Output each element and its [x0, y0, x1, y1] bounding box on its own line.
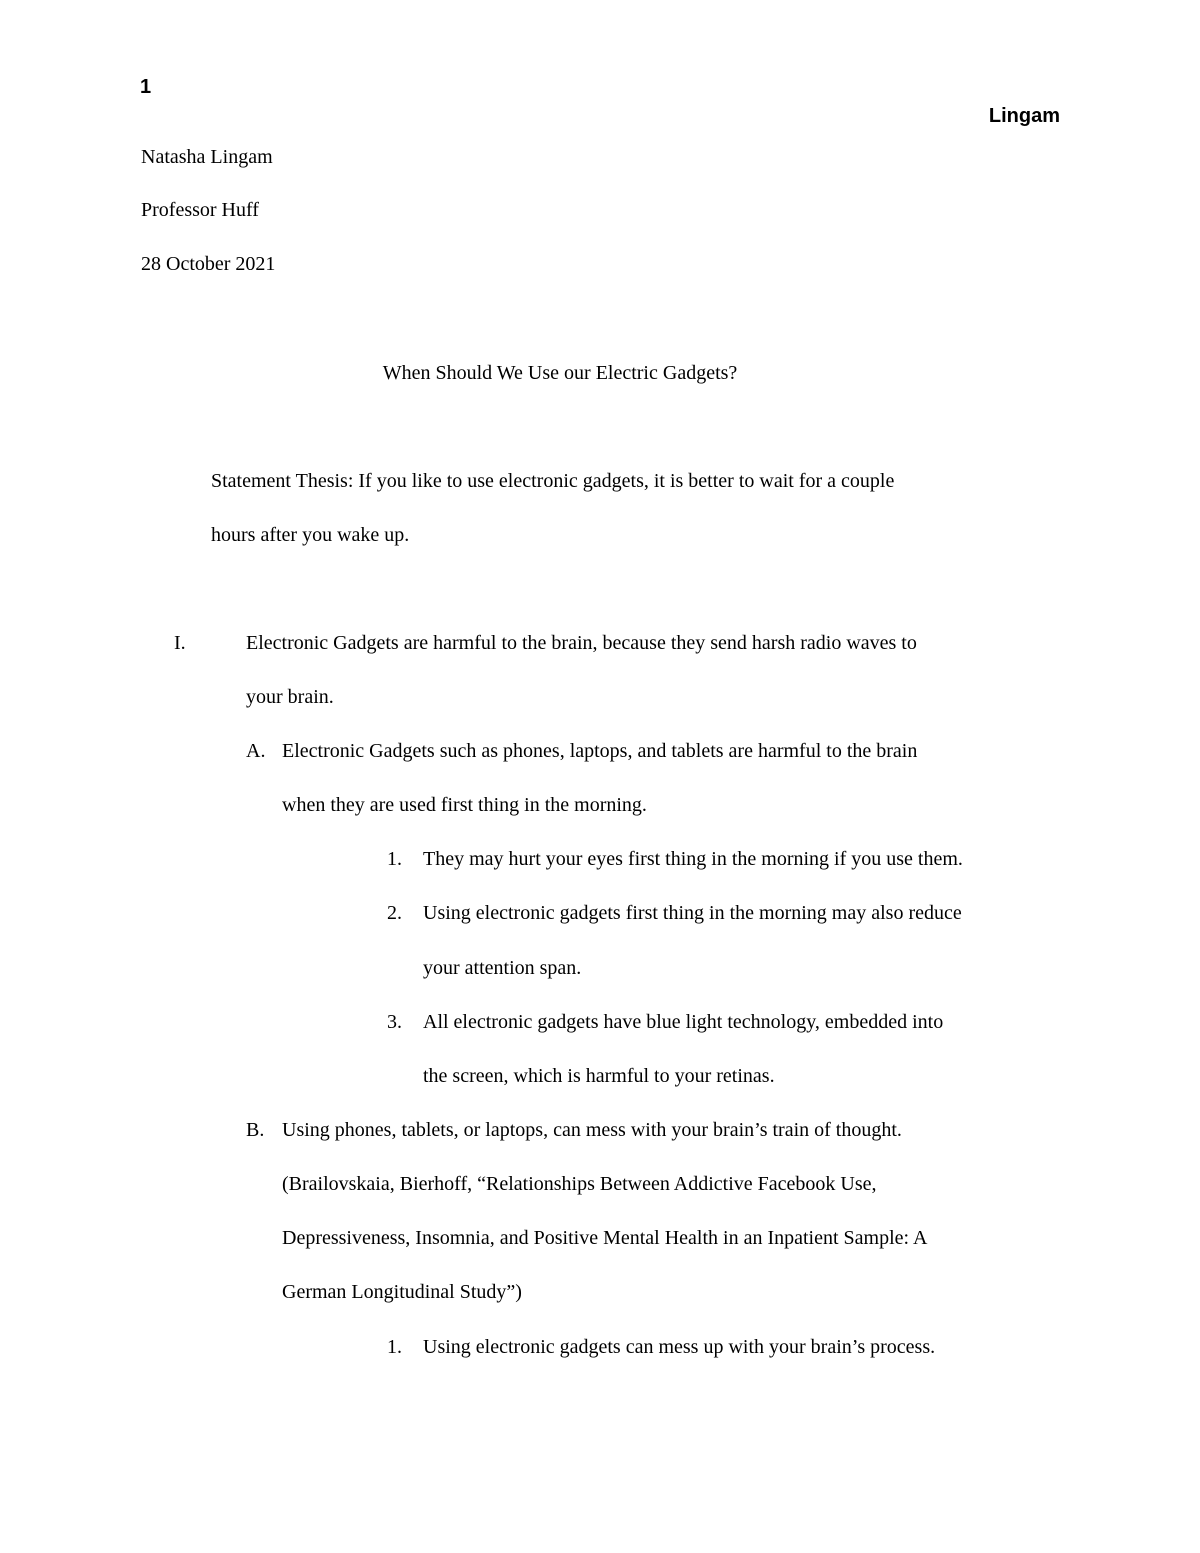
outline-marker-roman-1: I.: [174, 632, 186, 654]
page-number: 1: [140, 76, 152, 98]
document-title: When Should We Use our Electric Gadgets?: [382, 362, 738, 384]
outline-marker-a1: 1.: [387, 848, 402, 870]
point-b-line-2: (Brailovskaia, Bierhoff, “Relationships Between Addictive Facebook Use,: [282, 1173, 877, 1195]
point-a1-line-1: They may hurt your eyes first thing in the morning if you use them.: [423, 848, 963, 870]
outline-marker-a3: 3.: [387, 1011, 402, 1033]
roman-1-line-2: your brain.: [246, 686, 334, 708]
thesis-line-2: hours after you wake up.: [211, 524, 410, 546]
point-a2-line-1: Using electronic gadgets first thing in the morning may also reduce: [423, 902, 962, 924]
point-a2-line-2: your attention span.: [423, 957, 582, 979]
outline-marker-b: B.: [246, 1119, 265, 1141]
instructor-name: Professor Huff: [141, 199, 259, 221]
outline-marker-b1: 1.: [387, 1336, 402, 1358]
outline-marker-a2: 2.: [387, 902, 402, 924]
point-a-line-1: Electronic Gadgets such as phones, laptops, and tablets are harmful to the brain: [282, 740, 918, 762]
student-name: Natasha Lingam: [141, 146, 273, 168]
thesis-line-1: Statement Thesis: If you like to use electronic gadgets, it is better to wait for a couple: [211, 470, 895, 492]
running-head: Lingam: [988, 105, 1060, 127]
point-a3-line-2: the screen, which is harmful to your retinas.: [423, 1065, 775, 1087]
point-b1-line-1: Using electronic gadgets can mess up with your brain’s process.: [423, 1336, 936, 1358]
date: 28 October 2021: [141, 253, 276, 275]
point-a3-line-1: All electronic gadgets have blue light technology, embedded into: [423, 1011, 944, 1033]
roman-1-line-1: Electronic Gadgets are harmful to the brain, because they send harsh radio waves to: [246, 632, 917, 654]
outline-marker-a: A.: [246, 740, 266, 762]
point-b-line-4: German Longitudinal Study”): [282, 1281, 522, 1303]
point-a-line-2: when they are used first thing in the morning.: [282, 794, 647, 816]
point-b-line-3: Depressiveness, Insomnia, and Positive Mental Health in an Inpatient Sample: A: [282, 1227, 928, 1249]
point-b-line-1: Using phones, tablets, or laptops, can mess with your brain’s train of thought.: [282, 1119, 902, 1141]
